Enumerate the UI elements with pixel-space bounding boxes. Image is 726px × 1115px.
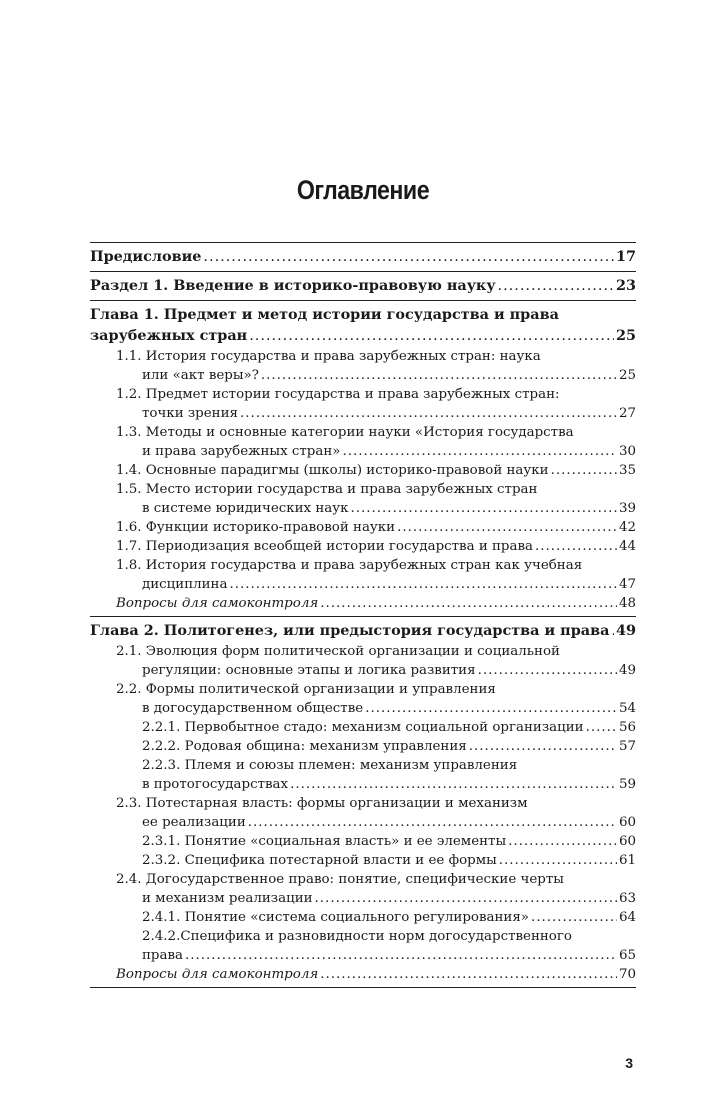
toc-entry[interactable] [90,642,636,680]
leader-dots [249,326,614,347]
page-title: Оглавление [296,175,430,205]
toc-entry[interactable] [90,851,636,870]
toc-entry-text: 1.6. Функции историко-правовой науки [116,520,396,535]
toc-entry[interactable] [90,480,636,518]
leader-dots [342,442,616,461]
toc-entry-page: 25 [615,327,636,344]
toc-entry-page: 61 [618,853,636,868]
toc-chapter-1 [90,301,636,616]
toc-entry-preface[interactable] [90,243,636,271]
toc-entry-text: Предисловие [90,248,202,265]
toc-entry-text: 1.5. Место истории государства и права зарубежных стран [116,482,538,497]
toc-entry[interactable] [90,870,636,908]
toc-entry[interactable] [90,423,636,461]
page-number: 3 [625,1055,633,1071]
toc-entry-page: 60 [618,815,636,830]
toc-entry[interactable] [90,347,636,385]
toc-entry[interactable] [90,385,636,423]
toc-entry-text: 1.1. История государства и права зарубежных стран: наука [116,349,541,364]
leader-dots [290,775,617,794]
toc-entry-page: 57 [618,739,636,754]
leader-dots [499,851,617,870]
toc-entry-text: в догосударственном обществе [142,701,364,716]
leader-dots [551,461,617,480]
toc-entry[interactable] [90,737,636,756]
table-of-contents [90,242,636,988]
toc-entry-page: 70 [618,967,636,982]
leader-dots [611,621,614,642]
toc-entry-text: в протогосударствах [142,777,289,792]
leader-dots [203,247,614,268]
toc-entry-text: 1.3. Методы и основные категории науки «История государства [116,425,574,440]
toc-entry-page: 56 [618,720,636,735]
toc-entry[interactable] [90,756,636,794]
toc-entry-section1[interactable] [90,272,636,300]
toc-entry-text: дисциплина [142,577,228,592]
toc-entry[interactable] [90,832,636,851]
toc-entry[interactable] [90,794,636,832]
toc-entry-page: 59 [618,777,636,792]
toc-entry[interactable] [90,718,636,737]
toc-entry-page: 47 [618,577,636,592]
divider [90,987,636,988]
leader-dots [315,889,617,908]
leader-dots [469,737,617,756]
toc-entry-text: и механизм реализации [142,891,313,906]
toc-entry[interactable] [90,680,636,718]
toc-entry-page: 25 [618,368,636,383]
toc-entry-text: Вопросы для самоконтроля [116,967,319,982]
toc-entry-questions[interactable] [90,594,636,613]
leader-dots [531,908,617,927]
toc-entry-page: 49 [618,663,636,678]
toc-entry-questions[interactable] [90,965,636,984]
toc-entry-page: 30 [618,444,636,459]
toc-entry-text: 1.7. Периодизация всеобщей истории государства и права [116,539,534,554]
toc-entry-page: 60 [618,834,636,849]
leader-dots [351,499,617,518]
toc-entry-text: 2.3. Потестарная власть: формы организации и механизм [116,796,528,811]
toc-entry-text: 2.3.1. Понятие «социальная власть» и ее элементы [142,834,507,849]
leader-dots [478,661,617,680]
toc-entry[interactable] [90,461,636,480]
toc-entry-text: 1.2. Предмет истории государства и права зарубежных стран: [116,387,560,402]
leader-dots [365,699,617,718]
toc-entry-text: Вопросы для самоконтроля [116,596,319,611]
toc-entry-text: 1.4. Основные парадигмы (школы) историко-правовой науки [116,463,549,478]
toc-entry-text: 2.2.1. Первобытное стадо: механизм социальной организации [142,720,584,735]
leader-dots [261,366,617,385]
toc-entry-text: 2.4.1. Понятие «система социального регулирования» [142,910,529,925]
toc-entry-text: 2.4.2.Специфика и разновидности норм догосударственного [142,929,572,944]
toc-entry-text: и права зарубежных стран» [142,444,341,459]
leader-dots [508,832,617,851]
leader-dots [320,965,617,984]
leader-dots [240,404,617,423]
toc-entry[interactable] [90,518,636,537]
toc-entry-page: 39 [618,501,636,516]
toc-entry-page: 54 [618,701,636,716]
toc-entry-text: регуляции: основные этапы и логика развития [142,663,476,678]
toc-entry-page: 65 [618,948,636,963]
toc-entry-text: 2.3.2. Специфика потестарной власти и ее формы [142,853,497,868]
toc-entry[interactable] [90,927,636,965]
toc-entry[interactable] [90,556,636,594]
toc-entry-text: ее реализации [142,815,246,830]
leader-dots [185,946,617,965]
toc-chapter-2 [90,617,636,987]
toc-entry-page: 42 [618,520,636,535]
toc-entry-text: 2.1. Эволюция форм политической организации и социальной [116,644,560,659]
leader-dots [248,813,617,832]
toc-entry-page: 48 [618,596,636,611]
toc-entry-text: 2.2. Формы политической организации и управления [116,682,496,697]
leader-dots [586,718,617,737]
leader-dots [397,518,617,537]
toc-entry-text: 2.2.3. Племя и союзы племен: механизм управления [142,758,518,773]
leader-dots [535,537,617,556]
toc-entry-text: зарубежных стран [90,327,248,344]
toc-entry-text: Раздел 1. Введение в историко-правовую науку [90,277,496,294]
toc-entry-chapter2[interactable] [90,620,636,642]
toc-entry-text: в системе юридических наук [142,501,349,516]
toc-entry-text: или «акт веры»? [142,368,259,383]
toc-entry[interactable] [90,908,636,927]
toc-entry-page: 23 [615,277,636,294]
toc-entry-page: 49 [615,622,636,639]
leader-dots [498,276,614,297]
toc-entry-text: 2.4. Догосударственное право: понятие, специфические черты [116,872,564,887]
toc-entry-text: Глава 1. Предмет и метод истории государства и права [90,306,559,323]
leader-dots [229,575,616,594]
toc-entry-page: 17 [615,248,636,265]
toc-entry-page: 27 [618,406,636,421]
toc-entry-text: 2.2.2. Родовая община: механизм управления [142,739,467,754]
toc-entry-text: права [142,948,184,963]
toc-entry-page: 63 [618,891,636,906]
toc-entry-text: 1.8. История государства и права зарубежных стран как учебная [116,558,583,573]
toc-entry-chapter1[interactable] [90,304,636,347]
toc-entry-page: 64 [618,910,636,925]
toc-entry-text: точки зрения [142,406,238,421]
leader-dots [320,594,617,613]
toc-entry-text: Глава 2. Политогенез, или предыстория государства и права [90,622,610,639]
toc-entry-page: 35 [618,463,636,478]
toc-entry[interactable] [90,537,636,556]
toc-entry-page: 44 [618,539,636,554]
